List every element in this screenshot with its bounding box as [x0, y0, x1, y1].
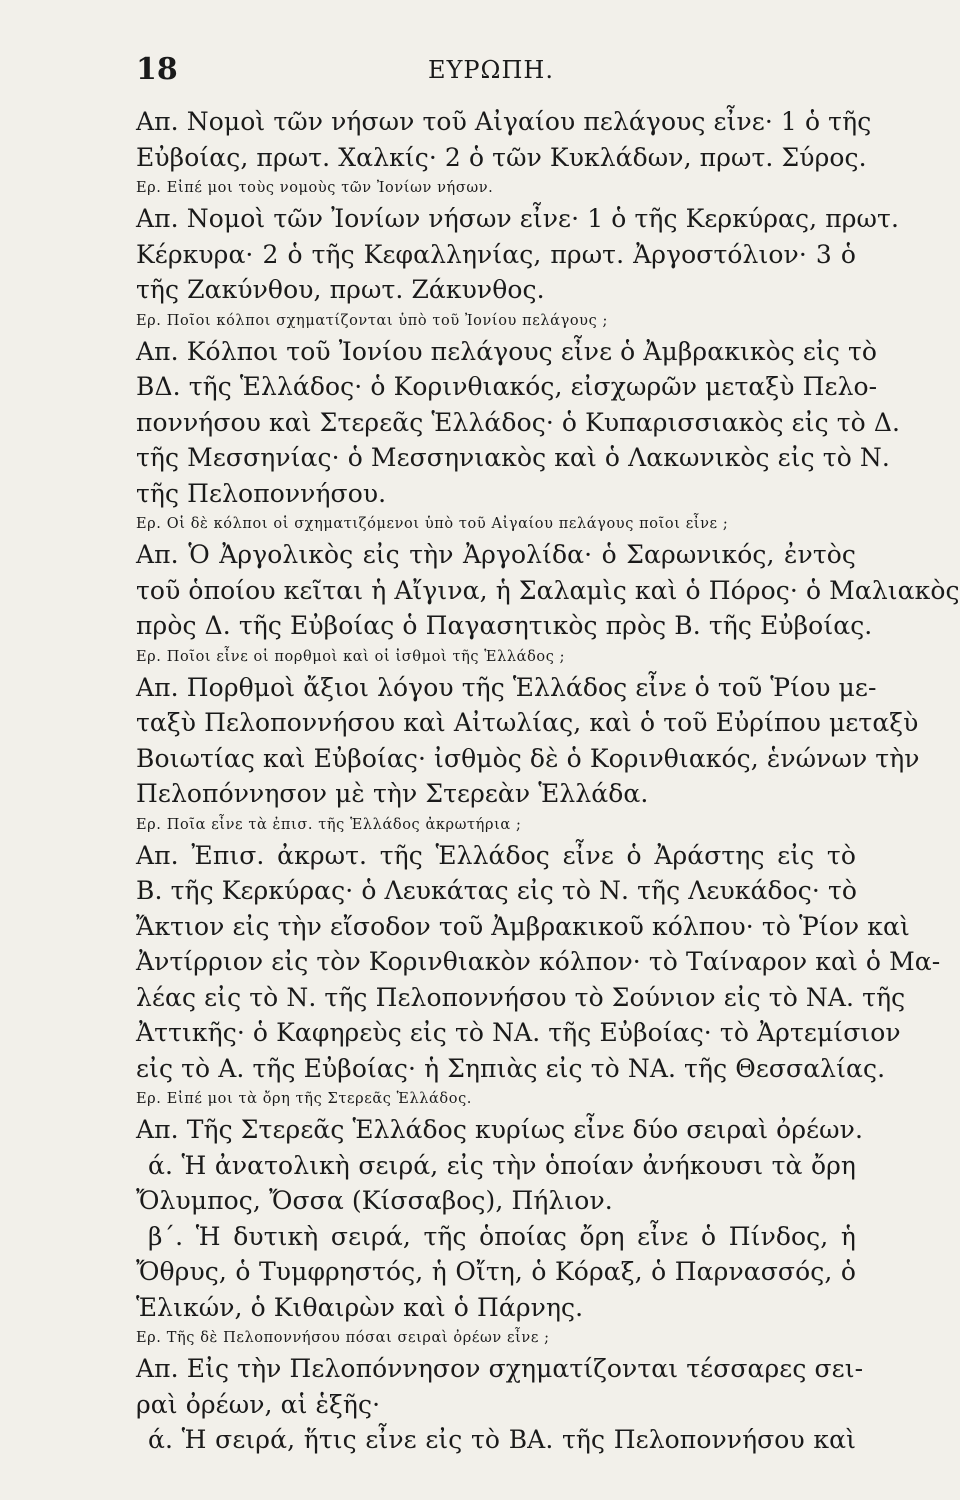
text-line: Απ. Τῆς Στερεᾶς Ἑλλάδος κυρίως εἶνε δύο σειραὶ ὀρέων.: [136, 1115, 864, 1144]
question-line: Ερ. Ποῖοι εἶνε οἱ πορθμοὶ καὶ οἱ ἰσθμοὶ τῆς Ἑλλάδος ;: [136, 648, 566, 665]
text-line: Απ. Ἐπισ. ἀκρωτ. τῆς Ἑλλάδος εἶνε ὁ Ἀράστης εἰς τὸ: [136, 840, 856, 870]
text-line: Πελοπόννησον μὲ τὴν Στερεὰν Ἑλλάδα.: [136, 779, 649, 808]
question-line: Ερ. Εἰπέ μοι τοὺς νομοὺς τῶν Ἰονίων νήσων.: [136, 180, 494, 196]
text-line: Β. τῆς Κερκύρας· ὁ Λευκάτας εἰς τὸ Ν. τῆς Λευκάδος· τὸ: [136, 876, 858, 905]
text-line: Ἀντίρριον εἰς τὸν Κορινθιακὸν κόλπον· τὸ Ταίναρον καὶ ὁ Μα-: [136, 947, 941, 976]
text-line: Ὄλυμπος, Ὄσσα (Κίσσαβος), Πήλιον.: [136, 1186, 613, 1215]
question-line: Ερ. Εἰπέ μοι τὰ ὄρη τῆς Στερεᾶς Ἑλλάδος.: [136, 1091, 473, 1107]
text-line: Ἄκτιον εἰς τὴν εἴσοδον τοῦ Ἀμβρακικοῦ κόλπου· τὸ Ῥίον καὶ: [136, 911, 910, 941]
text-line: εἰς τὸ Α. τῆς Εὐβοίας· ἡ Σηπιὰς εἰς τὸ ΝΑ. τῆς Θεσσαλίας.: [136, 1053, 886, 1083]
text-line: ραὶ ὀρέων, αἱ ἑξῆς·: [136, 1389, 381, 1419]
text-line: πρὸς Δ. τῆς Εὐβοίας ὁ Παγασητικὸς πρὸς Β. τῆς Εὐβοίας.: [136, 611, 873, 640]
text-line: λέας εἰς τὸ Ν. τῆς Πελοποννήσου τὸ Σούνιον εἰς τὸ ΝΑ. τῆς: [136, 982, 906, 1012]
text-line: ταξὺ Πελοποννήσου καὶ Αἰτωλίας, καὶ ὁ τοῦ Εὐρίπου μεταξὺ: [136, 708, 919, 737]
text-line: Απ. Εἰς τὴν Πελοπόννησον σχηματίζονται τέσσαρες σει-: [136, 1354, 864, 1383]
question-line: Ερ. Τῆς δὲ Πελοποννήσου πόσαι σειραὶ ὀρέων εἶνε ;: [136, 1330, 550, 1346]
text-line: Ἀττικῆς· ὁ Καφηρεὺς εἰς τὸ ΝΑ. τῆς Εὐβοίας· τὸ Ἀρτεμίσιον: [136, 1018, 901, 1047]
text-line: Ἑλικών, ὁ Κιθαιρὼν καὶ ὁ Πάρνης.: [136, 1292, 584, 1322]
text-line: Ὄθρυς, ὁ Τυμφρηστός, ἡ Οἴτη, ὁ Κόραξ, ὁ Παρνασσός, ὁ: [136, 1257, 856, 1286]
running-title: ΕΥΡΩΠΗ.: [428, 56, 554, 84]
text-line: Εὐβοίας, πρωτ. Χαλκίς· 2 ὁ τῶν Κυκλάδων, πρωτ. Σύρος.: [136, 142, 867, 172]
text-line: Απ. Ὁ Ἀργολικὸς εἰς τὴν Ἀργολίδα· ὁ Σαρωνικός, ἐντὸς: [136, 540, 856, 569]
text-line: ποννήσου καὶ Στερεᾶς Ἑλλάδος· ὁ Κυπαρισσιακὸς εἰς τὸ Δ.: [136, 407, 901, 437]
text-line: Κέρκυρα· 2 ὁ τῆς Κεφαλληνίας, πρωτ. Ἀργοστόλιον· 3 ὁ: [136, 239, 856, 269]
text-line: τοῦ ὁποίου κεῖται ἡ Αἴγινα, ἡ Σαλαμὶς καὶ ὁ Πόρος· ὁ Μαλιακὸς: [136, 575, 960, 605]
question-line: Ερ. Ποῖα εἶνε τὰ ἐπισ. τῆς Ἑλλάδος ἀκρωτήρια ;: [136, 816, 522, 833]
text-line: τῆς Ζακύνθου, πρωτ. Ζάκυνθος.: [136, 275, 545, 304]
text-line: β΄. Ἡ δυτικὴ σειρά, τῆς ὁποίας ὄρη εἶνε ὁ Πίνδος, ἡ: [148, 1221, 856, 1251]
text-line: ΒΔ. τῆς Ἑλλάδος· ὁ Κορινθιακός, εἰσχωρῶν μεταξὺ Πελο-: [136, 372, 878, 401]
text-line: τῆς Μεσσηνίας· ὁ Μεσσηνιακὸς καὶ ὁ Λακωνικὸς εἰς τὸ Ν.: [136, 443, 890, 472]
text-line: τῆς Πελοποννήσου.: [136, 478, 387, 508]
text-line: Απ. Νομοὶ τῶν νήσων τοῦ Αἰγαίου πελάγους εἶνε· 1 ὁ τῆς: [136, 107, 872, 136]
question-line: Ερ. Ποῖοι κόλποι σχηματίζονται ὑπὸ τοῦ Ἰονίου πελάγους ;: [136, 312, 608, 329]
text-line: Απ. Κόλποι τοῦ Ἰονίου πελάγους εἶνε ὁ Ἀμβρακικὸς εἰς τὸ: [136, 336, 878, 366]
page-body: [136, 104, 960, 1458]
text-line: Βοιωτίας καὶ Εὐβοίας· ἰσθμὸς δὲ ὁ Κορινθιακός, ἑνώνων τὴν: [136, 743, 920, 773]
page-number: 18: [136, 52, 178, 87]
text-line: Απ. Πορθμοὶ ἄξιοι λόγου τῆς Ἑλλάδος εἶνε ὁ τοῦ Ῥίου με-: [136, 672, 877, 702]
text-line: ά. Ἡ ἀνατολικὴ σειρά, εἰς τὴν ὁποίαν ἀνήκουσι τὰ ὄρη: [148, 1150, 856, 1180]
page-header: [136, 52, 846, 92]
text-line: ά. Ἡ σειρά, ἥτις εἶνε εἰς τὸ ΒΑ. τῆς Πελοποννήσου καὶ: [148, 1425, 856, 1454]
question-line: Ερ. Οἱ δὲ κόλποι οἱ σχηματιζόμενοι ὑπὸ τοῦ Αἰγαίου πελάγους ποῖοι εἶνε ;: [136, 516, 729, 532]
text-line: Απ. Νομοὶ τῶν Ἰονίων νήσων εἶνε· 1 ὁ τῆς Κερκύρας, πρωτ.: [136, 204, 900, 233]
